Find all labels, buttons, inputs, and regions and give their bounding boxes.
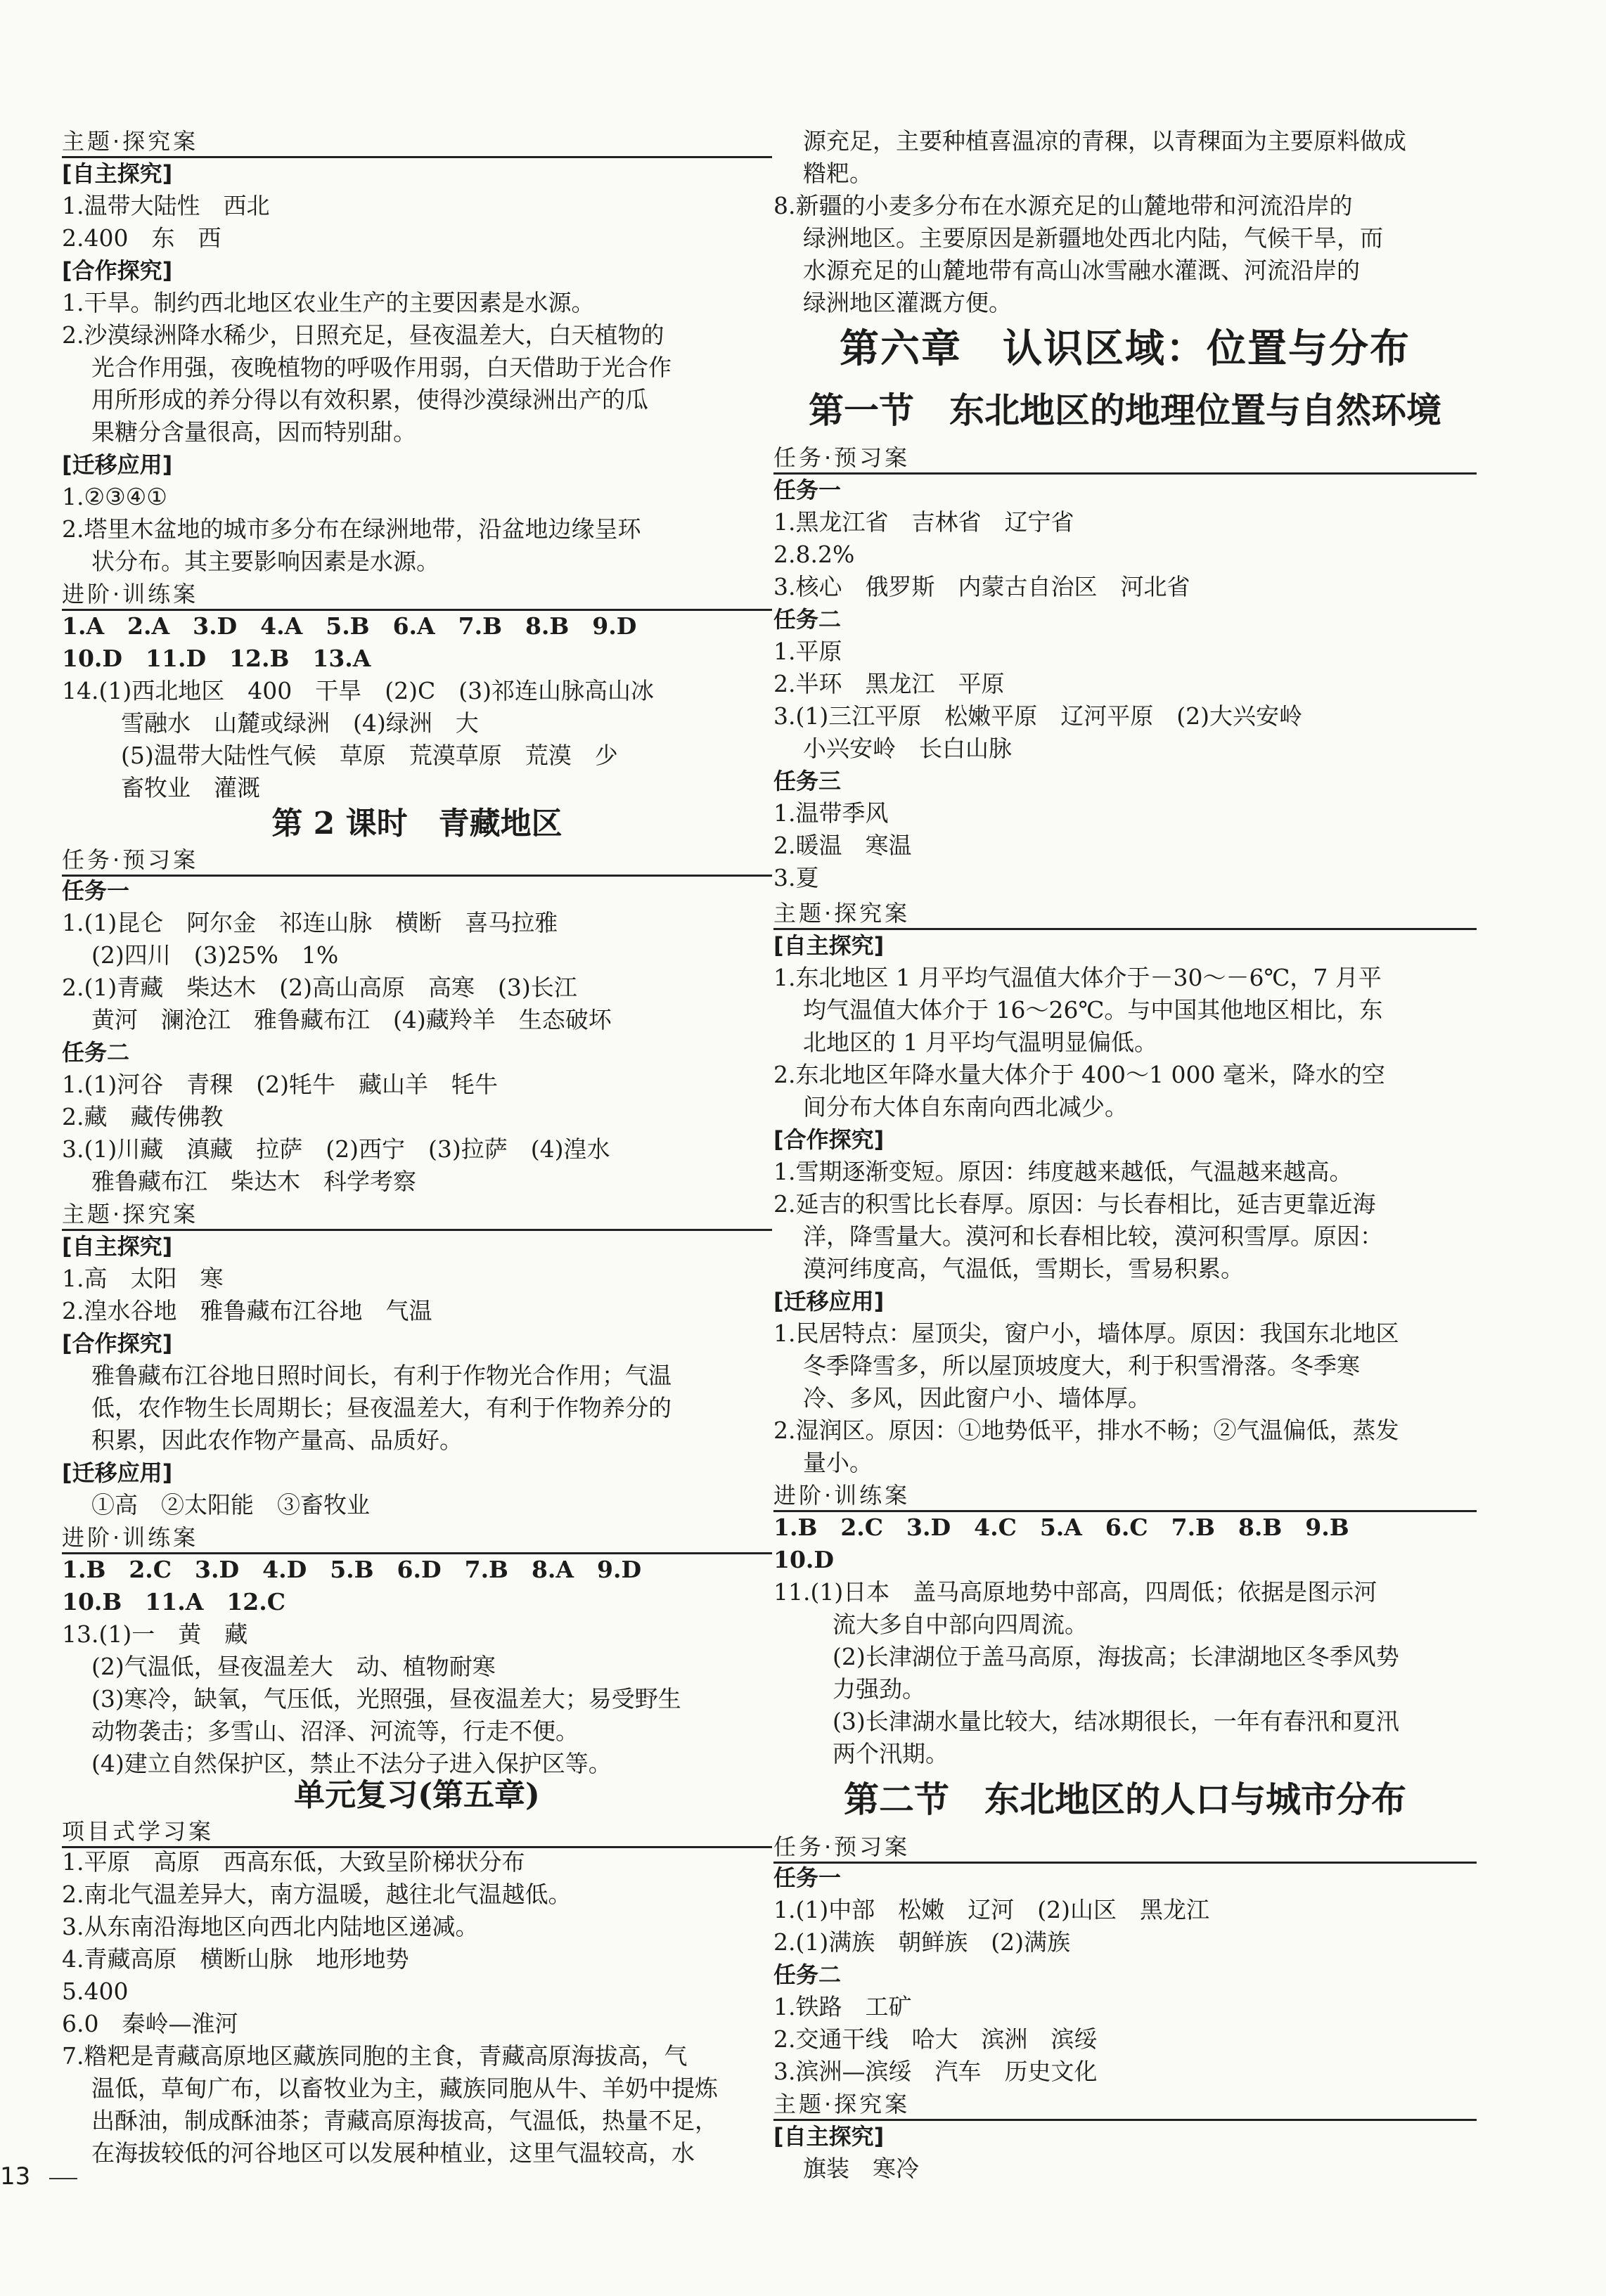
- left-line-12: 1.②③④①: [62, 483, 167, 510]
- left-line-44: 进阶·训练案: [62, 1521, 772, 1554]
- right-line-13: 3.核心 俄罗斯 内蒙古自治区 河北省: [773, 573, 1190, 600]
- left-line-46: 10.B 11.A 12.C: [62, 1588, 285, 1615]
- left-line-60: 7.糌粑是青藏高原地区藏族同胞的主食，青藏高原海拔高，气: [62, 2042, 688, 2070]
- left-line-7: 2.沙漠绿洲降水稀少，日照充足，昼夜温差大，白天植物的: [62, 321, 664, 349]
- right-line-10: 任务一: [773, 477, 842, 503]
- left-line-59: 6.0 秦岭—淮河: [62, 2010, 238, 2037]
- left-line-40: 低，农作物生长周期长；昼夜温差大，有利于作物养分的: [91, 1394, 672, 1421]
- right-line-29: 间分布大体自东南向西北减少。: [803, 1093, 1128, 1121]
- left-line-34: 主题·探究案: [62, 1198, 772, 1231]
- right-line-47: 力强劲。: [833, 1675, 925, 1703]
- right-line-25: 1.东北地区 1 月平均气温值大体介于－30～－6℃，7 月平: [773, 964, 1382, 991]
- left-line-32: 3.(1)川藏 滇藏 拉萨 (2)西宁 (3)拉萨 (4)湟水: [62, 1135, 610, 1163]
- left-line-56: 3.从东南沿海地区向西北内陆地区递减。: [62, 1913, 479, 1940]
- right-line-21: 2.暖温 寒温: [773, 832, 912, 859]
- right-line-55: 任务二: [773, 1961, 842, 1988]
- right-line-36: 1.民居特点：屋顶尖，窗户小，墙体厚。原因：我国东北地区: [773, 1320, 1399, 1347]
- right-line-45: 流大多自中部向四周流。: [833, 1611, 1088, 1638]
- right-line-58: 3.滨洲—滨绥 汽车 历史文化: [773, 2058, 1098, 2085]
- right-line-32: 2.延吉的积雪比长春厚。原因：与长春相比，延吉更靠近海: [773, 1190, 1376, 1218]
- right-line-42: 1.B 2.C 3.D 4.C 5.A 6.C 7.B 8.B 9.B: [773, 1514, 1349, 1541]
- right-line-4: 绿洲地区。主要原因是新疆地处西北内陆，气候干旱，而: [803, 224, 1383, 252]
- left-line-9: 用所形成的养分得以有效积累，使得沙漠绿洲出产的瓜: [91, 386, 648, 413]
- left-line-17: 10.D 11.D 12.B 13.A: [62, 645, 371, 672]
- right-line-33: 洋，降雪量大。漠河和长春相比较，漠河积雪厚。原因：: [803, 1223, 1383, 1250]
- right-line-8: 第一节 东北地区的地理位置与自然环境: [809, 389, 1441, 431]
- left-line-29: 任务二: [62, 1039, 130, 1066]
- left-line-51: (4)建立自然保护区，禁止不法分子进入保护区等。: [91, 1750, 612, 1777]
- right-line-44: 11.(1)日本 盖马高原地势中部高，四周低；依据是图示河: [773, 1578, 1377, 1606]
- left-line-39: 雅鲁藏布江谷地日照时间长，有利于作物光合作用；气温: [91, 1362, 672, 1389]
- right-line-27: 北地区的 1 月平均气温明显偏低。: [803, 1028, 1157, 1056]
- right-line-28: 2.东北地区年降水量大体介于 400～1 000 毫米，降水的空: [773, 1061, 1385, 1088]
- right-line-5: 水源充足的山麓地带有高山冰雪融水灌溉、河流沿岸的: [803, 257, 1360, 284]
- left-line-47: 13.(1)一 黄 藏: [62, 1620, 248, 1648]
- right-line-20: 1.温带季风: [773, 799, 889, 827]
- right-line-9: 任务·预习案: [773, 441, 1477, 475]
- left-line-23: 任务·预习案: [62, 844, 772, 877]
- right-line-18: 小兴安岭 长白山脉: [803, 735, 1012, 762]
- left-line-62: 出酥油，制成酥油茶；青藏高原海拔高，气温低，热量不足，: [91, 2107, 718, 2134]
- right-line-50: 第二节 东北地区的人口与城市分布: [844, 1779, 1406, 1820]
- right-line-6: 绿洲地区灌溉方便。: [803, 289, 1012, 316]
- left-line-54: 1.平原 高原 西高东低，大致呈阶梯状分布: [62, 1848, 525, 1876]
- left-line-43: ①高 ②太阳能 ③畜牧业: [91, 1491, 370, 1518]
- left-line-16: 1.A 2.A 3.D 4.A 5.B 6.A 7.B 8.B 9.D: [62, 612, 637, 640]
- right-line-16: 2.半环 黑龙江 平原: [773, 670, 1005, 697]
- right-line-37: 冬季降雪多，所以屋顶坡度大，利于积雪滑落。冬季寒: [803, 1352, 1360, 1379]
- left-line-33: 雅鲁藏布江 柴达木 科学考察: [91, 1168, 416, 1195]
- left-line-26: (2)四川 (3)25% 1%: [91, 941, 339, 969]
- left-line-3: 1.温带大陆性 西北: [62, 192, 270, 219]
- left-line-31: 2.藏 藏传佛教: [62, 1103, 224, 1130]
- left-line-38: [合作探究]: [62, 1330, 173, 1357]
- left-line-36: 1.高 太阳 寒: [62, 1265, 224, 1292]
- page-number: 13: [0, 2162, 31, 2191]
- left-line-8: 光合作用强，夜晚植物的呼吸作用弱，白天借助于光合作: [91, 354, 672, 381]
- left-line-27: 2.(1)青藏 柴达木 (2)高山高原 高寒 (3)长江: [62, 974, 577, 1001]
- right-line-54: 2.(1)满族 朝鲜族 (2)满族: [773, 1928, 1070, 1956]
- right-line-14: 任务二: [773, 606, 842, 633]
- right-line-56: 1.铁路 工矿: [773, 1993, 912, 2020]
- left-line-37: 2.湟水谷地 雅鲁藏布江谷地 气温: [62, 1297, 432, 1324]
- right-line-48: (3)长津湖水量比较大，结冰期很长，一年有春汛和夏汛: [833, 1708, 1399, 1735]
- left-line-49: (3)寒冷，缺氧，气压低，光照强，昼夜温差大；易受野生: [91, 1685, 681, 1713]
- right-line-22: 3.夏: [773, 864, 819, 891]
- left-line-22: 第 2 课时 青藏地区: [271, 806, 563, 841]
- right-line-43: 10.D: [773, 1546, 835, 1573]
- left-line-61: 温低，草甸广布，以畜牧业为主，藏族同胞从牛、羊奶中提炼: [91, 2075, 718, 2102]
- right-line-35: [迁移应用]: [773, 1288, 885, 1315]
- left-line-48: (2)气温低，昼夜温差大 动、植物耐寒: [91, 1653, 496, 1680]
- right-line-38: 冷、多风，因此窗户小、墙体厚。: [803, 1384, 1151, 1412]
- left-line-50: 动物袭击；多雪山、沼泽、河流等，行走不便。: [91, 1717, 579, 1745]
- left-line-19: 雪融水 山麓或绿洲 (4)绿洲 大: [121, 709, 479, 737]
- left-line-42: [迁移应用]: [62, 1459, 173, 1486]
- left-line-63: 在海拔较低的河谷地区可以发展种植业，这里气温较高，水: [91, 2139, 695, 2167]
- right-line-19: 任务三: [773, 768, 842, 794]
- right-line-3: 8.新疆的小麦多分布在水源充足的山麓地带和河流沿岸的: [773, 192, 1353, 219]
- left-line-5: [合作探究]: [62, 257, 173, 284]
- right-line-17: 3.(1)三江平原 松嫩平原 辽河平原 (2)大兴安岭: [773, 702, 1302, 730]
- right-line-26: 均气温值大体介于 16～26℃。与中国其他地区相比，东: [803, 996, 1383, 1024]
- right-line-11: 1.黑龙江省 吉林省 辽宁省: [773, 508, 1074, 536]
- left-line-20: (5)温带大陆性气候 草原 荒漠草原 荒漠 少: [121, 742, 618, 769]
- right-line-61: 旗装 寒冷: [803, 2155, 919, 2182]
- left-line-55: 2.南北气温差异大，南方温暖，越往北气温越低。: [62, 1881, 572, 1908]
- left-line-14: 状分布。其主要影响因素是水源。: [91, 548, 439, 575]
- right-line-57: 2.交通干线 哈大 滨洲 滨绥: [773, 2025, 1098, 2053]
- left-line-11: [迁移应用]: [62, 451, 173, 478]
- left-line-58: 5.400: [62, 1978, 129, 2005]
- left-line-57: 4.青藏高原 横断山脉 地形地势: [62, 1945, 409, 1973]
- right-line-15: 1.平原: [773, 638, 842, 665]
- right-line-41: 进阶·训练案: [773, 1479, 1477, 1512]
- right-line-60: [自主探究]: [773, 2123, 885, 2150]
- left-line-24: 任务一: [62, 877, 130, 904]
- right-line-23: 主题·探究案: [773, 897, 1477, 930]
- left-line-15: 进阶·训练案: [62, 578, 772, 611]
- right-line-40: 量小。: [803, 1449, 873, 1476]
- left-line-10: 果糖分含量很高，因而特别甜。: [91, 418, 416, 446]
- left-line-41: 积累，因此农作物产量高、品质好。: [91, 1426, 463, 1454]
- left-line-35: [自主探究]: [62, 1233, 173, 1260]
- left-line-6: 1.干旱。制约西北地区农业生产的主要因素是水源。: [62, 289, 595, 316]
- left-line-45: 1.B 2.C 3.D 4.D 5.B 6.D 7.B 8.A 9.D: [62, 1556, 642, 1583]
- left-line-30: 1.(1)河谷 青稞 (2)牦牛 藏山羊 牦牛: [62, 1071, 498, 1098]
- left-line-13: 2.塔里木盆地的城市多分布在绿洲地带，沿盆地边缘呈环: [62, 515, 641, 543]
- right-line-52: 任务一: [773, 1864, 842, 1891]
- left-line-1: 主题·探究案: [62, 125, 772, 158]
- left-line-52: 单元复习(第五章): [294, 1777, 540, 1813]
- page-number-dash: [49, 2178, 77, 2179]
- left-line-28: 黄河 澜沧江 雅鲁藏布江 (4)藏羚羊 生态破坏: [91, 1006, 612, 1033]
- right-line-2: 糌粑。: [803, 160, 873, 187]
- right-line-49: 两个汛期。: [833, 1740, 949, 1767]
- left-line-21: 畜牧业 灌溉: [121, 774, 260, 801]
- right-line-12: 2.8.2%: [773, 541, 855, 568]
- right-line-34: 漠河纬度高，气温低，雪期长，雪易积累。: [803, 1255, 1244, 1282]
- right-line-30: [合作探究]: [773, 1126, 885, 1153]
- left-line-2: [自主探究]: [62, 160, 173, 187]
- right-line-7: 第六章 认识区域：位置与分布: [840, 325, 1411, 372]
- right-line-53: 1.(1)中部 松嫩 辽河 (2)山区 黑龙江: [773, 1896, 1209, 1923]
- right-line-59: 主题·探究案: [773, 2088, 1477, 2121]
- right-line-24: [自主探究]: [773, 932, 885, 959]
- right-line-1: 源充足，主要种植喜温凉的青稞，以青稞面为主要原料做成: [803, 127, 1406, 155]
- left-line-18: 14.(1)西北地区 400 干旱 (2)C (3)祁连山脉高山冰: [62, 677, 654, 704]
- right-line-31: 1.雪期逐渐变短。原因：纬度越来越低，气温越来越高。: [773, 1158, 1353, 1185]
- left-line-53: 项目式学习案: [62, 1815, 772, 1848]
- left-line-4: 2.400 东 西: [62, 224, 221, 252]
- right-line-39: 2.湿润区。原因：①地势低平，排水不畅；②气温偏低，蒸发: [773, 1417, 1399, 1444]
- right-line-46: (2)长津湖位于盖马高原，海拔高；长津湖地区冬季风势: [833, 1643, 1399, 1670]
- left-line-25: 1.(1)昆仑 阿尔金 祁连山脉 横断 喜马拉雅: [62, 909, 558, 936]
- right-line-51: 任务·预习案: [773, 1831, 1477, 1864]
